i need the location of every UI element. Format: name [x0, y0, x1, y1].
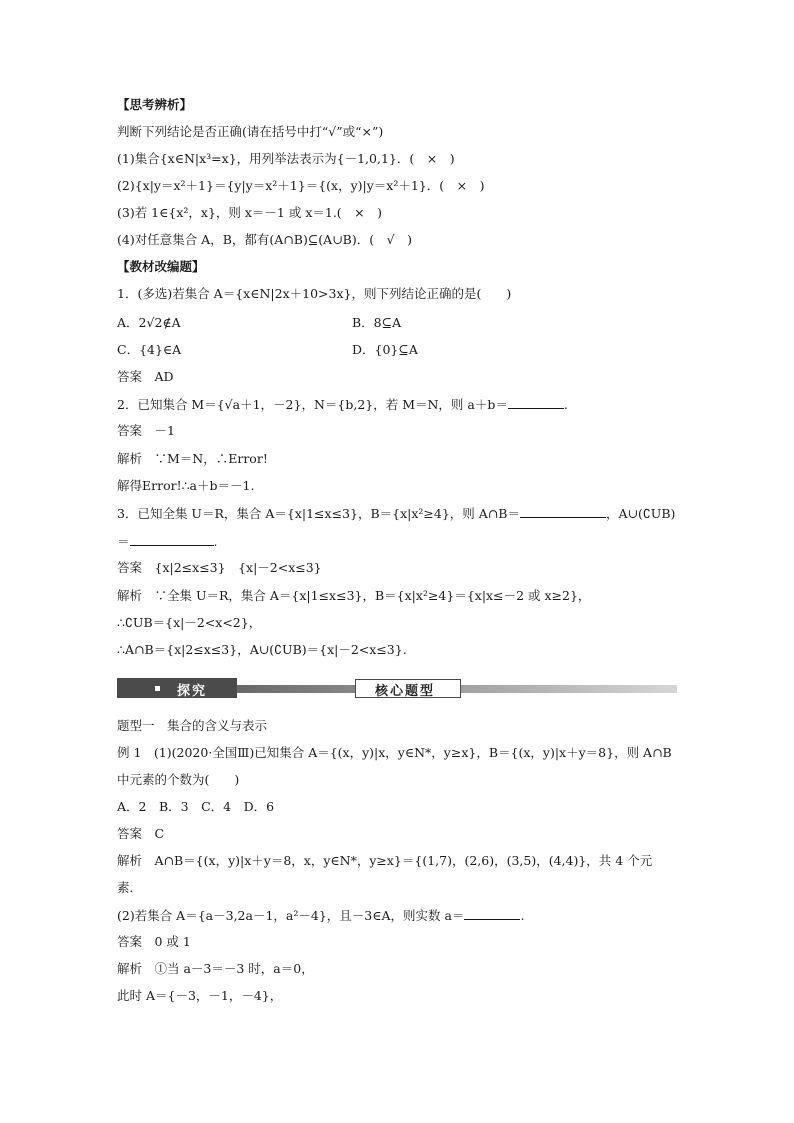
- example-1-stem-line-1: 例 1 (1)(2020·全国Ⅲ)已知集合 A＝{(x，y)|x，y∈N*，y≥x}，B＝{(x，y)|x＋y＝8}，则 A∩B: [117, 745, 672, 760]
- answer-blank: [464, 907, 520, 920]
- section-heading-textbook: 【教材改编题】: [117, 259, 205, 274]
- problem-3-stem-text: 3．已知全集 U＝R，集合 A＝{x|1≤x≤3}，B＝{x|x²≥4}，则 A∩B＝: [117, 506, 520, 521]
- banner-label-core-types: 核心题型: [375, 684, 436, 699]
- problem-3-stem-line-1: [117, 505, 675, 522]
- problem-1-option-a: A．2√2∉A: [117, 315, 181, 330]
- think-intro: 判断下列结论是否正确(请在括号中打“√”或“×”): [117, 124, 384, 139]
- example-2-stem-end: .: [520, 908, 525, 923]
- example-1-analysis-2: 素．: [117, 880, 143, 895]
- example-1-options: A．2 B．3 C．4 D．6: [117, 799, 275, 814]
- problem-2-analysis-2: 解得Error!∴a＋b＝－1.: [117, 478, 255, 493]
- example-2-analysis-1: 解析 ①当 a－3＝－3 时，a＝0，: [117, 961, 314, 976]
- answer-blank: [520, 505, 606, 518]
- example-2-stem: [117, 907, 524, 924]
- example-1-answer: 答案 C: [117, 826, 165, 841]
- problem-3-stem-line-2: [117, 533, 218, 550]
- example-1-stem-line-2: 中元素的个数为( ): [117, 772, 240, 787]
- problem-3-answer: 答案 {x|2≤x≤3} {x|－2<x≤3}: [117, 560, 322, 575]
- section-heading-think: 【思考辨析】: [117, 97, 193, 112]
- answer-blank: [130, 533, 214, 546]
- example-1-analysis-1: 解析 A∩B＝{(x，y)|x＋y＝8，x，y∈N*，y≥x}＝{(1,7)，(2,6)，(3,5)，(4,4)}，共 4 个元: [117, 853, 653, 868]
- section-banner: [117, 678, 677, 700]
- problem-1-option-d: D．{0}⊆A: [352, 342, 418, 357]
- problem-3-analysis-3: ∴A∩B＝{x|2≤x≤3}，A∪(∁UB)＝{x|－2<x≤3}.: [117, 642, 407, 657]
- think-statement-1: (1)集合{x∈N|x³=x}，用列举法表示为{－1,0,1}．( × ): [117, 151, 455, 166]
- think-statement-4: (4)对任意集合 A，B，都有(A∩B)⊆(A∪B)．( √ ): [117, 232, 412, 247]
- problem-3-stem-text-3: ＝: [117, 534, 130, 549]
- think-statement-2: (2){x|y＝x²＋1}＝{y|y＝x²＋1}＝{(x，y)|y＝x²＋1}．( × ): [117, 178, 485, 193]
- problem-2-answer: 答案 －1: [117, 423, 175, 438]
- square-bullet-icon: [155, 686, 160, 691]
- example-2-stem-text: (2)若集合 A＝{a－3,2a－1，a²－4}，且－3∈A，则实数 a＝: [117, 908, 465, 923]
- problem-2-stem-end: .: [563, 397, 568, 412]
- problem-1-stem: 1．(多选)若集合 A＝{x∈N|2x＋10>3x}，则下列结论正确的是( ): [117, 286, 512, 301]
- problem-2-stem: [117, 396, 568, 413]
- problem-3-stem-text-2: ，A∪(∁UB): [605, 506, 676, 521]
- problem-1-answer: 答案 AD: [117, 369, 174, 384]
- think-statement-3: (3)若 1∈{x²，x}，则 x＝－1 或 x＝1.( × ): [117, 205, 383, 220]
- banner-label-explore: 探究: [177, 684, 208, 699]
- problem-3-analysis-2: ∴∁UB＝{x|－2<x<2}，: [117, 615, 262, 630]
- answer-blank: [508, 396, 564, 409]
- example-2-answer: 答案 0 或 1: [117, 934, 191, 949]
- problem-2-stem-text: 2．已知集合 M＝{√a＋1，－2}，N＝{b,2}，若 M＝N，则 a＋b＝: [117, 397, 508, 412]
- problem-2-analysis-1: 解析 ∵M＝N，∴Error!: [117, 451, 268, 466]
- problem-3-stem-end: .: [213, 534, 218, 549]
- problem-1-option-b: B．8⊆A: [352, 315, 402, 330]
- problem-3-analysis-1: 解析 ∵全集 U＝R，集合 A＝{x|1≤x≤3}，B＝{x|x²≥4}＝{x|x≤－2 或 x≥2}，: [117, 588, 591, 603]
- problem-1-option-c: C．{4}∈A: [117, 342, 182, 357]
- example-2-analysis-2: 此时 A＝{－3，－1，－4}，: [117, 988, 283, 1003]
- question-type-1-heading: 题型一 集合的含义与表示: [117, 718, 268, 733]
